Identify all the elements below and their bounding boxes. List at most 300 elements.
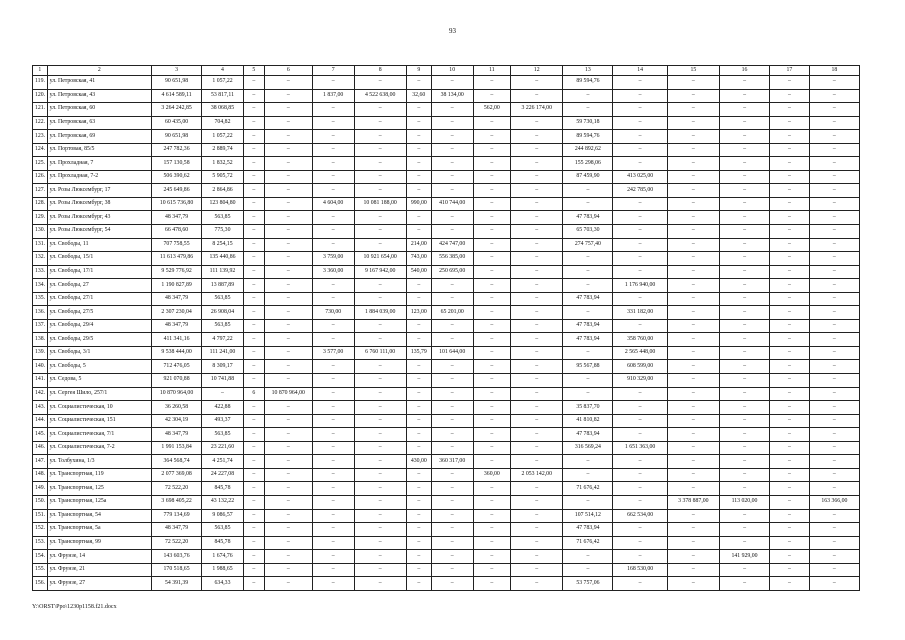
value-cell: – bbox=[406, 374, 431, 388]
value-cell: 3 577,00 bbox=[312, 346, 354, 360]
value-cell: – bbox=[473, 211, 511, 225]
value-cell: 48 347,79 bbox=[152, 428, 202, 442]
value-cell: – bbox=[243, 563, 264, 577]
row-number-cell: 127. bbox=[33, 184, 48, 198]
value-cell: – bbox=[264, 252, 312, 266]
value-cell: – bbox=[312, 482, 354, 496]
value-cell: – bbox=[770, 306, 810, 320]
address-cell: ул. Свободы, 27 bbox=[47, 279, 151, 293]
value-cell: – bbox=[431, 103, 473, 117]
value-cell: – bbox=[312, 563, 354, 577]
value-cell: – bbox=[511, 76, 563, 90]
value-cell: – bbox=[354, 509, 406, 523]
address-cell: ул. Свободы, 29/5 bbox=[47, 333, 151, 347]
address-cell: ул. Свободы, 15/1 bbox=[47, 252, 151, 266]
value-cell: 11 613 479,86 bbox=[152, 252, 202, 266]
value-cell: – bbox=[354, 211, 406, 225]
header-row bbox=[33, 66, 860, 76]
value-cell: 245 649,86 bbox=[152, 184, 202, 198]
value-cell: 5 905,72 bbox=[202, 170, 244, 184]
value-cell: – bbox=[667, 401, 719, 415]
address-cell: ул. Транспортная, 99 bbox=[47, 536, 151, 550]
column-header: 2 bbox=[47, 66, 151, 76]
value-cell: – bbox=[770, 414, 810, 428]
value-cell: – bbox=[264, 157, 312, 171]
value-cell: – bbox=[809, 509, 859, 523]
value-cell: – bbox=[809, 441, 859, 455]
value-cell: – bbox=[431, 130, 473, 144]
row-number-cell: 140. bbox=[33, 360, 48, 374]
value-cell: 662 534,00 bbox=[613, 509, 667, 523]
table-row bbox=[33, 211, 860, 225]
value-cell: – bbox=[473, 577, 511, 591]
value-cell: – bbox=[354, 116, 406, 130]
value-cell: 6 bbox=[243, 387, 264, 401]
value-cell: – bbox=[809, 225, 859, 239]
value-cell: – bbox=[243, 333, 264, 347]
value-cell: – bbox=[613, 238, 667, 252]
value-cell: – bbox=[563, 306, 613, 320]
value-cell: – bbox=[312, 170, 354, 184]
value-cell: – bbox=[667, 130, 719, 144]
value-cell: – bbox=[809, 319, 859, 333]
address-cell: ул. Социалистическая, 10 bbox=[47, 401, 151, 415]
value-cell: – bbox=[770, 509, 810, 523]
address-cell: ул. Свободы, 11 bbox=[47, 238, 151, 252]
row-number-cell: 123. bbox=[33, 130, 48, 144]
row-number-cell: 150. bbox=[33, 495, 48, 509]
value-cell: – bbox=[243, 292, 264, 306]
value-cell: 331 182,00 bbox=[613, 306, 667, 320]
value-cell: – bbox=[667, 252, 719, 266]
value-cell: – bbox=[406, 76, 431, 90]
value-cell: – bbox=[770, 482, 810, 496]
value-cell: 111 139,92 bbox=[202, 265, 244, 279]
value-cell: – bbox=[511, 319, 563, 333]
table-row bbox=[33, 252, 860, 266]
value-cell: – bbox=[406, 143, 431, 157]
value-cell: – bbox=[809, 170, 859, 184]
value-cell: – bbox=[312, 279, 354, 293]
value-cell: 47 783,94 bbox=[563, 428, 613, 442]
value-cell: – bbox=[354, 225, 406, 239]
address-cell: ул. Транспортная, 5а bbox=[47, 523, 151, 537]
value-cell: 364 568,74 bbox=[152, 455, 202, 469]
value-cell: – bbox=[243, 238, 264, 252]
value-cell: – bbox=[613, 319, 667, 333]
value-cell: – bbox=[354, 441, 406, 455]
value-cell: – bbox=[809, 482, 859, 496]
table-row bbox=[33, 468, 860, 482]
value-cell: – bbox=[312, 495, 354, 509]
value-cell: – bbox=[563, 89, 613, 103]
value-cell: – bbox=[264, 414, 312, 428]
value-cell: 89 594,76 bbox=[563, 76, 613, 90]
table-row bbox=[33, 509, 860, 523]
value-cell: – bbox=[431, 374, 473, 388]
value-cell: – bbox=[667, 157, 719, 171]
value-cell: – bbox=[264, 292, 312, 306]
value-cell: – bbox=[264, 401, 312, 415]
value-cell: – bbox=[809, 265, 859, 279]
value-cell: – bbox=[563, 252, 613, 266]
value-cell: – bbox=[264, 441, 312, 455]
table-row bbox=[33, 157, 860, 171]
value-cell: – bbox=[243, 143, 264, 157]
value-cell: – bbox=[431, 401, 473, 415]
value-cell: – bbox=[473, 387, 511, 401]
value-cell: – bbox=[473, 333, 511, 347]
table-row bbox=[33, 319, 860, 333]
value-cell: 95 567,88 bbox=[563, 360, 613, 374]
table-row bbox=[33, 306, 860, 320]
value-cell: – bbox=[406, 509, 431, 523]
value-cell: – bbox=[406, 401, 431, 415]
value-cell: – bbox=[243, 76, 264, 90]
value-cell: – bbox=[719, 76, 769, 90]
table-row bbox=[33, 279, 860, 293]
value-cell: – bbox=[613, 116, 667, 130]
value-cell: – bbox=[431, 482, 473, 496]
value-cell: – bbox=[354, 387, 406, 401]
value-cell: – bbox=[354, 374, 406, 388]
value-cell: – bbox=[406, 279, 431, 293]
value-cell: – bbox=[667, 103, 719, 117]
value-cell: – bbox=[243, 428, 264, 442]
value-cell: – bbox=[667, 523, 719, 537]
value-cell: – bbox=[473, 252, 511, 266]
value-cell: – bbox=[511, 536, 563, 550]
value-cell: – bbox=[667, 468, 719, 482]
value-cell: – bbox=[719, 360, 769, 374]
value-cell: 38 068,85 bbox=[202, 103, 244, 117]
value-cell: – bbox=[770, 238, 810, 252]
value-cell: 316 569,24 bbox=[563, 441, 613, 455]
address-cell: ул. Петровская, 41 bbox=[47, 76, 151, 90]
value-cell: – bbox=[312, 333, 354, 347]
value-cell: – bbox=[264, 523, 312, 537]
value-cell: – bbox=[770, 170, 810, 184]
address-cell: ул. Розы Люксембург, 54 bbox=[47, 225, 151, 239]
table-row bbox=[33, 414, 860, 428]
value-cell: 1 057,22 bbox=[202, 76, 244, 90]
address-cell: ул. Свободы, 27/5 bbox=[47, 306, 151, 320]
value-cell: – bbox=[406, 577, 431, 591]
address-cell: ул. Свободы, 29/4 bbox=[47, 319, 151, 333]
value-cell: – bbox=[264, 225, 312, 239]
value-cell: – bbox=[312, 468, 354, 482]
value-cell: – bbox=[243, 346, 264, 360]
value-cell: – bbox=[667, 550, 719, 564]
value-cell: – bbox=[354, 550, 406, 564]
value-cell: 9 538 444,00 bbox=[152, 346, 202, 360]
value-cell: – bbox=[312, 509, 354, 523]
value-cell: 1 988,65 bbox=[202, 563, 244, 577]
value-cell: – bbox=[613, 468, 667, 482]
value-cell: 3 360,00 bbox=[312, 265, 354, 279]
value-cell: – bbox=[243, 523, 264, 537]
value-cell: – bbox=[406, 103, 431, 117]
value-cell: – bbox=[719, 157, 769, 171]
value-cell: – bbox=[719, 414, 769, 428]
value-cell: – bbox=[473, 197, 511, 211]
value-cell: – bbox=[431, 116, 473, 130]
value-cell: – bbox=[312, 292, 354, 306]
row-number-cell: 149. bbox=[33, 482, 48, 496]
file-path-footer: Y:\ORST\Ppo\1230p1158.f21.docx bbox=[32, 604, 117, 610]
value-cell: – bbox=[719, 523, 769, 537]
column-header: 14 bbox=[613, 66, 667, 76]
value-cell: – bbox=[312, 401, 354, 415]
value-cell: 3 264 242,85 bbox=[152, 103, 202, 117]
row-number-cell: 131. bbox=[33, 238, 48, 252]
value-cell: 170 518,65 bbox=[152, 563, 202, 577]
value-cell: – bbox=[243, 319, 264, 333]
value-cell: – bbox=[563, 468, 613, 482]
table-row bbox=[33, 441, 860, 455]
value-cell: – bbox=[719, 103, 769, 117]
value-cell: – bbox=[406, 225, 431, 239]
value-cell: – bbox=[511, 360, 563, 374]
value-cell: – bbox=[243, 455, 264, 469]
value-cell: – bbox=[243, 374, 264, 388]
value-cell: – bbox=[473, 130, 511, 144]
value-cell: – bbox=[719, 374, 769, 388]
value-cell: 38 134,00 bbox=[431, 89, 473, 103]
address-cell: ул. Петровская, 43 bbox=[47, 89, 151, 103]
value-cell: – bbox=[264, 346, 312, 360]
value-cell: – bbox=[243, 265, 264, 279]
row-number-cell: 138. bbox=[33, 333, 48, 347]
row-number-cell: 120. bbox=[33, 89, 48, 103]
value-cell: 35 837,70 bbox=[563, 401, 613, 415]
value-cell: – bbox=[770, 265, 810, 279]
value-cell: 65 201,00 bbox=[431, 306, 473, 320]
value-cell: – bbox=[719, 116, 769, 130]
value-cell: – bbox=[719, 563, 769, 577]
table-row bbox=[33, 455, 860, 469]
value-cell: – bbox=[667, 116, 719, 130]
value-cell: 72 522,20 bbox=[152, 482, 202, 496]
value-cell: – bbox=[473, 495, 511, 509]
value-cell: 10 081 188,00 bbox=[354, 197, 406, 211]
value-cell: – bbox=[613, 211, 667, 225]
value-cell: – bbox=[667, 414, 719, 428]
value-cell: – bbox=[312, 103, 354, 117]
value-cell: – bbox=[431, 279, 473, 293]
table-row bbox=[33, 116, 860, 130]
value-cell: – bbox=[511, 401, 563, 415]
column-header: 4 bbox=[202, 66, 244, 76]
value-cell: – bbox=[719, 536, 769, 550]
address-cell: ул. Фрунзе, 21 bbox=[47, 563, 151, 577]
value-cell: – bbox=[511, 306, 563, 320]
value-cell: – bbox=[473, 482, 511, 496]
value-cell: – bbox=[243, 306, 264, 320]
value-cell: 113 020,00 bbox=[719, 495, 769, 509]
value-cell: – bbox=[473, 523, 511, 537]
column-header: 8 bbox=[354, 66, 406, 76]
value-cell: – bbox=[667, 577, 719, 591]
value-cell: – bbox=[406, 116, 431, 130]
value-cell: 111 241,00 bbox=[202, 346, 244, 360]
column-header: 13 bbox=[563, 66, 613, 76]
value-cell: 9 529 776,92 bbox=[152, 265, 202, 279]
value-cell: – bbox=[406, 428, 431, 442]
value-cell: – bbox=[719, 482, 769, 496]
value-cell: – bbox=[809, 292, 859, 306]
row-number-cell: 144. bbox=[33, 414, 48, 428]
value-cell: 47 783,94 bbox=[563, 319, 613, 333]
value-cell: – bbox=[770, 89, 810, 103]
value-cell: – bbox=[770, 319, 810, 333]
value-cell: – bbox=[406, 495, 431, 509]
value-cell: – bbox=[719, 577, 769, 591]
value-cell: – bbox=[243, 252, 264, 266]
value-cell: – bbox=[406, 563, 431, 577]
row-number-cell: 145. bbox=[33, 428, 48, 442]
value-cell: 32,60 bbox=[406, 89, 431, 103]
row-number-cell: 136. bbox=[33, 306, 48, 320]
value-cell: – bbox=[511, 523, 563, 537]
value-cell: – bbox=[264, 184, 312, 198]
row-number-cell: 125. bbox=[33, 157, 48, 171]
value-cell: – bbox=[406, 130, 431, 144]
value-cell: 48 347,79 bbox=[152, 523, 202, 537]
value-cell: – bbox=[264, 509, 312, 523]
value-cell: – bbox=[719, 333, 769, 347]
column-header: 9 bbox=[406, 66, 431, 76]
value-cell: 242 785,00 bbox=[613, 184, 667, 198]
value-cell: – bbox=[243, 536, 264, 550]
value-cell: 47 783,94 bbox=[563, 292, 613, 306]
row-number-cell: 137. bbox=[33, 319, 48, 333]
value-cell: – bbox=[613, 252, 667, 266]
value-cell: – bbox=[243, 130, 264, 144]
value-cell: 743,00 bbox=[406, 252, 431, 266]
row-number-cell: 129. bbox=[33, 211, 48, 225]
value-cell: – bbox=[264, 103, 312, 117]
value-cell: – bbox=[354, 401, 406, 415]
value-cell: 563,85 bbox=[202, 292, 244, 306]
value-cell: – bbox=[719, 89, 769, 103]
value-cell: – bbox=[809, 143, 859, 157]
value-cell: 360,00 bbox=[473, 468, 511, 482]
value-cell: – bbox=[667, 292, 719, 306]
value-cell: – bbox=[667, 211, 719, 225]
value-cell: – bbox=[770, 279, 810, 293]
value-cell: – bbox=[264, 211, 312, 225]
row-number-cell: 142. bbox=[33, 387, 48, 401]
value-cell: – bbox=[473, 346, 511, 360]
value-cell: – bbox=[511, 577, 563, 591]
value-cell: 157 130,58 bbox=[152, 157, 202, 171]
table-row bbox=[33, 184, 860, 198]
table-row bbox=[33, 374, 860, 388]
value-cell: – bbox=[354, 563, 406, 577]
column-header: 7 bbox=[312, 66, 354, 76]
row-number-cell: 126. bbox=[33, 170, 48, 184]
value-cell: – bbox=[406, 211, 431, 225]
value-cell: 43 132,22 bbox=[202, 495, 244, 509]
value-cell: 540,00 bbox=[406, 265, 431, 279]
value-cell: 168 530,00 bbox=[613, 563, 667, 577]
value-cell: – bbox=[511, 197, 563, 211]
value-cell: – bbox=[431, 536, 473, 550]
value-cell: – bbox=[473, 374, 511, 388]
value-cell: – bbox=[613, 577, 667, 591]
value-cell: – bbox=[431, 563, 473, 577]
value-cell: – bbox=[431, 76, 473, 90]
value-cell: – bbox=[719, 455, 769, 469]
value-cell: – bbox=[473, 428, 511, 442]
value-cell: – bbox=[511, 550, 563, 564]
value-cell: – bbox=[809, 279, 859, 293]
value-cell: 47 783,94 bbox=[563, 211, 613, 225]
table-row bbox=[33, 387, 860, 401]
value-cell: – bbox=[312, 130, 354, 144]
value-cell: – bbox=[511, 116, 563, 130]
value-cell: – bbox=[667, 441, 719, 455]
value-cell: – bbox=[719, 401, 769, 415]
value-cell: – bbox=[312, 157, 354, 171]
value-cell: 493,37 bbox=[202, 414, 244, 428]
value-cell: 250 695,00 bbox=[431, 265, 473, 279]
value-cell: – bbox=[809, 333, 859, 347]
value-cell: – bbox=[719, 428, 769, 442]
value-cell: – bbox=[667, 306, 719, 320]
value-cell: – bbox=[511, 509, 563, 523]
value-cell: – bbox=[770, 130, 810, 144]
value-cell: 411 341,16 bbox=[152, 333, 202, 347]
value-cell: – bbox=[511, 130, 563, 144]
value-cell: – bbox=[473, 292, 511, 306]
value-cell: 360 317,00 bbox=[431, 455, 473, 469]
value-cell: – bbox=[613, 89, 667, 103]
value-cell: 1 832,52 bbox=[202, 157, 244, 171]
value-cell: – bbox=[312, 225, 354, 239]
row-number-cell: 119. bbox=[33, 76, 48, 90]
value-cell: – bbox=[431, 509, 473, 523]
value-cell: – bbox=[406, 184, 431, 198]
value-cell: 9 167 942,00 bbox=[354, 265, 406, 279]
value-cell: – bbox=[667, 374, 719, 388]
value-cell: – bbox=[354, 360, 406, 374]
value-cell: – bbox=[770, 76, 810, 90]
value-cell: – bbox=[473, 550, 511, 564]
value-cell: – bbox=[719, 441, 769, 455]
row-number-cell: 143. bbox=[33, 401, 48, 415]
address-cell: ул. Портовая, 85/5 bbox=[47, 143, 151, 157]
address-cell: ул. Транспортная, 119 bbox=[47, 468, 151, 482]
address-cell: ул. Свободы, 27/1 bbox=[47, 292, 151, 306]
table-row bbox=[33, 89, 860, 103]
value-cell: 72 522,20 bbox=[152, 536, 202, 550]
value-cell: – bbox=[354, 103, 406, 117]
value-cell: – bbox=[312, 116, 354, 130]
column-header: 12 bbox=[511, 66, 563, 76]
value-cell: – bbox=[264, 536, 312, 550]
value-cell: – bbox=[719, 197, 769, 211]
value-cell: 135 440,86 bbox=[202, 252, 244, 266]
address-cell: ул. Петровская, 60 bbox=[47, 103, 151, 117]
row-number-cell: 121. bbox=[33, 103, 48, 117]
value-cell: 48 347,79 bbox=[152, 292, 202, 306]
value-cell: – bbox=[613, 225, 667, 239]
table-row bbox=[33, 536, 860, 550]
value-cell: – bbox=[770, 441, 810, 455]
value-cell: – bbox=[473, 89, 511, 103]
